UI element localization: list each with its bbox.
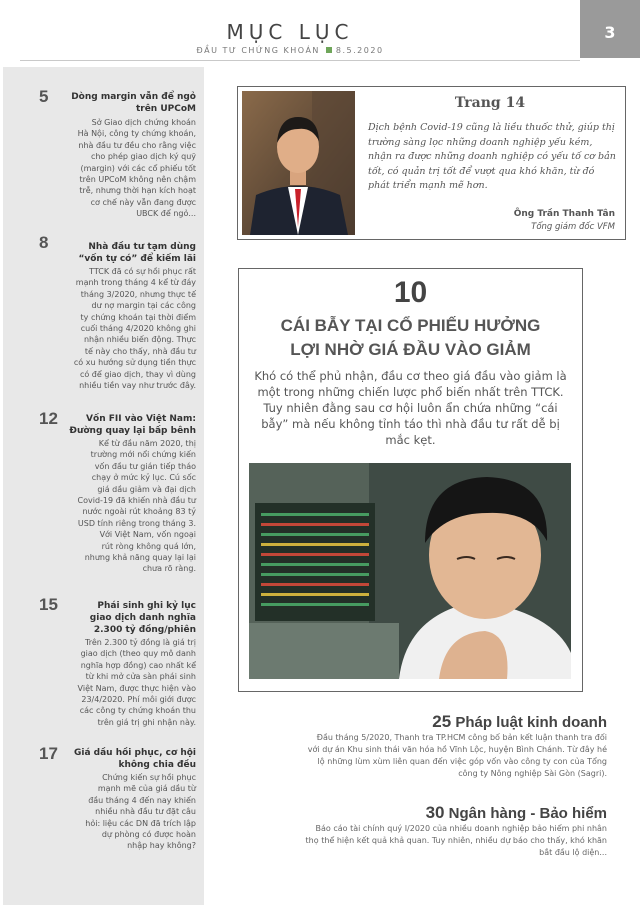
toc-headline: Nhà đầu tư tạm dùng “vốn tự có” để kiếm lãi	[78, 242, 196, 264]
page-title: MỤC LỤC	[226, 20, 354, 44]
article-summary: Đầu tháng 5/2020, Thanh tra TP.HCM công bố bản kết luận thanh tra đối với dự án Khu sinh thái văn hóa hồ Vĩnh Lộc, huyện Bình Chánh. Từ đây hé lộ những lùm xùm liên quan đến việc góp vốn vào công ty con của Tổng công ty Nông nghiệp Sài Gòn (Sagri).	[307, 733, 607, 778]
publication-line	[0, 46, 580, 55]
quote-page-label: Trang 14	[454, 95, 526, 111]
quote-text: Dịch bệnh Covid-19 cũng là liều thuốc thử, giúp thị trường sàng lọc những doanh nghiệp yếu kém, nhận ra được những doanh nghiệp có yếu tố cơ bản tốt, có quản trị tốt để vượt qua khó khăn, từ đó phát triển mạnh mẽ hơn.	[368, 122, 616, 191]
page-number-tab: 3	[580, 0, 640, 58]
toc-page-number: 12	[39, 409, 58, 428]
article-page-number: 25	[432, 712, 452, 731]
article-summary: Báo cáo tài chính quý I/2020 của nhiều doanh nghiệp bảo hiểm phi nhân thọ thể hiện kết quả khả quan. Tuy nhiên, nhiều dự báo cho thấy, khó khăn bắt đầu lộ diện...	[305, 824, 607, 857]
article-section: Ngân hàng - Bảo hiểm	[448, 805, 607, 822]
investor-photo	[249, 463, 571, 679]
toc-summary: Trên 2.300 tỷ đồng là giá trị giao dịch (theo quy mô danh nghĩa hợp đồng) cao nhất kể từ khi mở cửa sàn phái sinh Việt Nam, được thực hiện vào 23/4/2020. Phí môi giới được các công ty chứng khoán thu trên giá trị ghi nhận này.	[77, 638, 196, 727]
toc-page-number: 8	[39, 233, 49, 252]
feature-title: CÁI BẪY TẠI CỔ PHIẾU HƯỞNG LỢI NHỜ GIÁ ĐẦU VÀO GIẢM	[280, 316, 541, 359]
toc-page-number: 15	[39, 595, 58, 614]
toc-page-number: 5	[39, 87, 49, 106]
toc-summary: Sở Giao dịch chứng khoán Hà Nội, công ty chứng khoán, nhà đầu tư đều cho rằng việc cho phép giao dịch ký quỹ (margin) với các cổ phiếu tốt trên UPCoM không nên chậm trễ, nhưng thời hạn kích hoạt cơ chế này vẫn đang được UBCK để ngỏ...	[77, 118, 196, 219]
article-heading[interactable]	[432, 712, 607, 732]
separator-square-icon	[326, 47, 332, 53]
feature-lead: Khó có thể phủ nhận, đầu cơ theo giá đầu vào giảm là một trong những chiến lược phổ biến nhất trên TTCK. Tuy nhiên đằng sau cơ hội luôn ẩn chứa những “cái bẫy” mà nếu không tỉnh táo thì nhà đầu tư rất dễ bị mắc kẹt.	[254, 369, 567, 447]
toc-headline: Vốn FII vào Việt Nam: Đường quay lại bấp bênh	[69, 414, 196, 436]
toc-headline: Phái sinh ghi kỷ lục giao dịch danh nghĩa 2.300 tỷ đồng/phiên	[89, 601, 196, 635]
feature-story[interactable]	[238, 268, 583, 692]
toc-summary: Chứng kiến sự hồi phục mạnh mẽ của giá dầu từ đầu tháng 4 đến nay khiến nhiều nhà đầu tư đặt câu hỏi: liệu các DN đã trích lập dự phòng có được hoàn nhập hay không?	[85, 773, 196, 851]
article-heading[interactable]	[426, 803, 607, 823]
header-divider	[20, 60, 580, 61]
toc-headline: Dòng margin vẫn để ngỏ trên UPCoM	[71, 92, 196, 114]
publication-name: ĐẦU TƯ CHỨNG KHOÁN	[196, 46, 320, 55]
toc-page-number: 17	[39, 744, 58, 763]
sidebar	[3, 67, 204, 905]
toc-summary: TTCK đã có sự hồi phục rất mạnh trong tháng 4 kể từ đáy tháng 3/2020, nhưng thực tế dư nợ margin tại các công ty chứng khoán tại thời điểm cuối tháng 4/2020 không ghi nhận nhiều biến động. Thực tế này cho thấy, nhà đầu tư có xu hướng sử dụng tiền thực có để giao dịch, thay vì dùng nhiều tiền vay như trước đây.	[73, 267, 196, 391]
quote-card[interactable]	[237, 86, 626, 240]
issue-date: 8.5.2020	[335, 46, 384, 55]
toc-headline: Giá dầu hồi phục, cơ hội không chia đều	[73, 748, 196, 770]
feature-number: 10	[393, 276, 428, 309]
portrait-photo	[242, 91, 355, 235]
quote-author-role: Tổng giám đốc VFM	[531, 222, 615, 232]
quote-author-name: Ông Trần Thanh Tân	[513, 209, 615, 219]
article-section: Pháp luật kinh doanh	[455, 714, 607, 731]
article-page-number: 30	[425, 803, 445, 822]
toc-summary: Kể từ đầu năm 2020, thị trường mới nổi chứng kiến vốn đầu tư gián tiếp tháo chạy ở mức kỷ lục. Cú sốc giá dầu giảm và đại dịch Covid-19 đã khiến nhà đầu tư nước ngoài rút khoảng 83 tỷ USD tính riêng trong tháng 3. Với Việt Nam, vốn ngoại rút ròng không quá lớn, nhưng khả năng quay lại lại chưa rõ ràng.	[77, 439, 196, 574]
